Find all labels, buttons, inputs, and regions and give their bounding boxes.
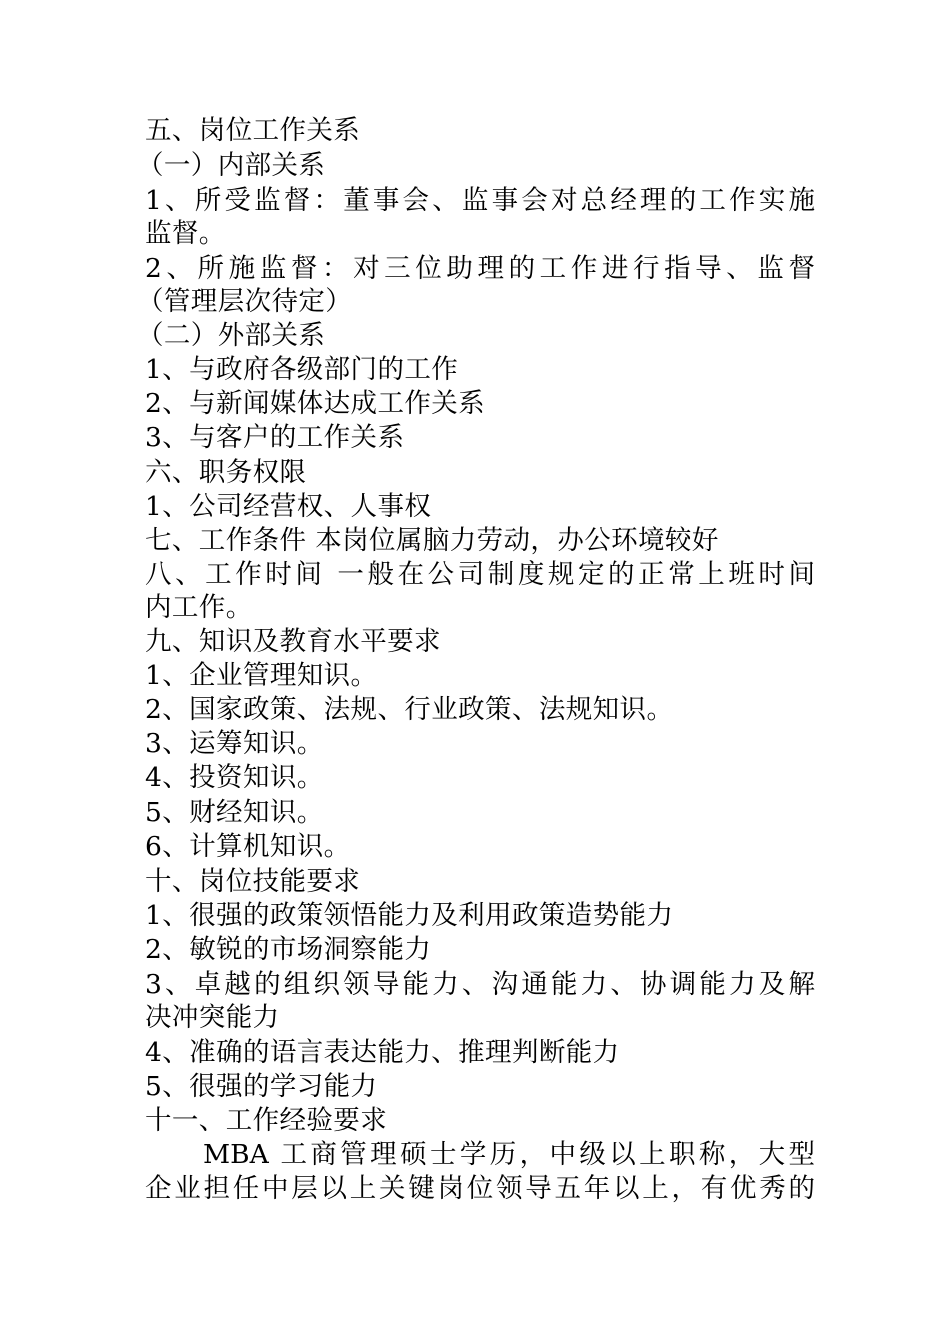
text-line: 3、运筹知识。 — [145, 728, 324, 759]
section-heading-8: 八、工作时间 一般在公司制度规定的正常上班时间 — [145, 559, 815, 590]
text-line: 2、所施监督：对三位助理的工作进行指导、监督 — [145, 253, 815, 284]
text-line: 4、准确的语言表达能力、推理判断能力 — [145, 1037, 620, 1068]
text-line: 1、公司经营权、人事权 — [145, 491, 432, 522]
text-line: 3、与客户的工作关系 — [145, 422, 405, 453]
section-heading-5: 五、岗位工作关系 — [145, 115, 361, 146]
paragraph-line: MBA 工商管理硕士学历，中级以上职称，大型 — [203, 1139, 815, 1170]
section-heading-11: 十一、工作经验要求 — [145, 1105, 388, 1136]
text-line: 2、敏锐的市场洞察能力 — [145, 934, 432, 965]
text-line: 1、很强的政策领悟能力及利用政策造势能力 — [145, 900, 674, 931]
paragraph-line: 企业担任中层以上关键岗位领导五年以上，有优秀的 — [145, 1173, 815, 1204]
text-line: 1、所受监督：董事会、监事会对总经理的工作实施 — [145, 185, 815, 216]
section-heading-9: 九、知识及教育水平要求 — [145, 626, 441, 657]
text-line: 4、投资知识。 — [145, 762, 324, 793]
text-line: 2、与新闻媒体达成工作关系 — [145, 388, 486, 419]
section-heading-6: 六、职务权限 — [145, 457, 307, 488]
subheading-internal: （一）内部关系 — [137, 150, 326, 181]
text-line: （管理层次待定） — [137, 286, 353, 317]
text-line: 5、很强的学习能力 — [145, 1071, 378, 1102]
text-line: 决冲突能力 — [145, 1002, 280, 1033]
text-line: 监督。 — [145, 218, 226, 249]
section-heading-10: 十、岗位技能要求 — [145, 866, 361, 897]
text-line: 内工作。 — [145, 592, 253, 623]
section-heading-7: 七、工作条件 本岗位属脑力劳动，办公环境较好 — [145, 525, 719, 556]
text-line: 1、企业管理知识。 — [145, 660, 378, 691]
text-line: 2、国家政策、法规、行业政策、法规知识。 — [145, 694, 674, 725]
text-line: 6、计算机知识。 — [145, 831, 351, 862]
text-line: 5、财经知识。 — [145, 797, 324, 828]
subheading-external: （二）外部关系 — [137, 320, 326, 351]
text-line: 1、与政府各级部门的工作 — [145, 354, 459, 385]
text-line: 3、卓越的组织领导能力、沟通能力、协调能力及解 — [145, 969, 815, 1000]
